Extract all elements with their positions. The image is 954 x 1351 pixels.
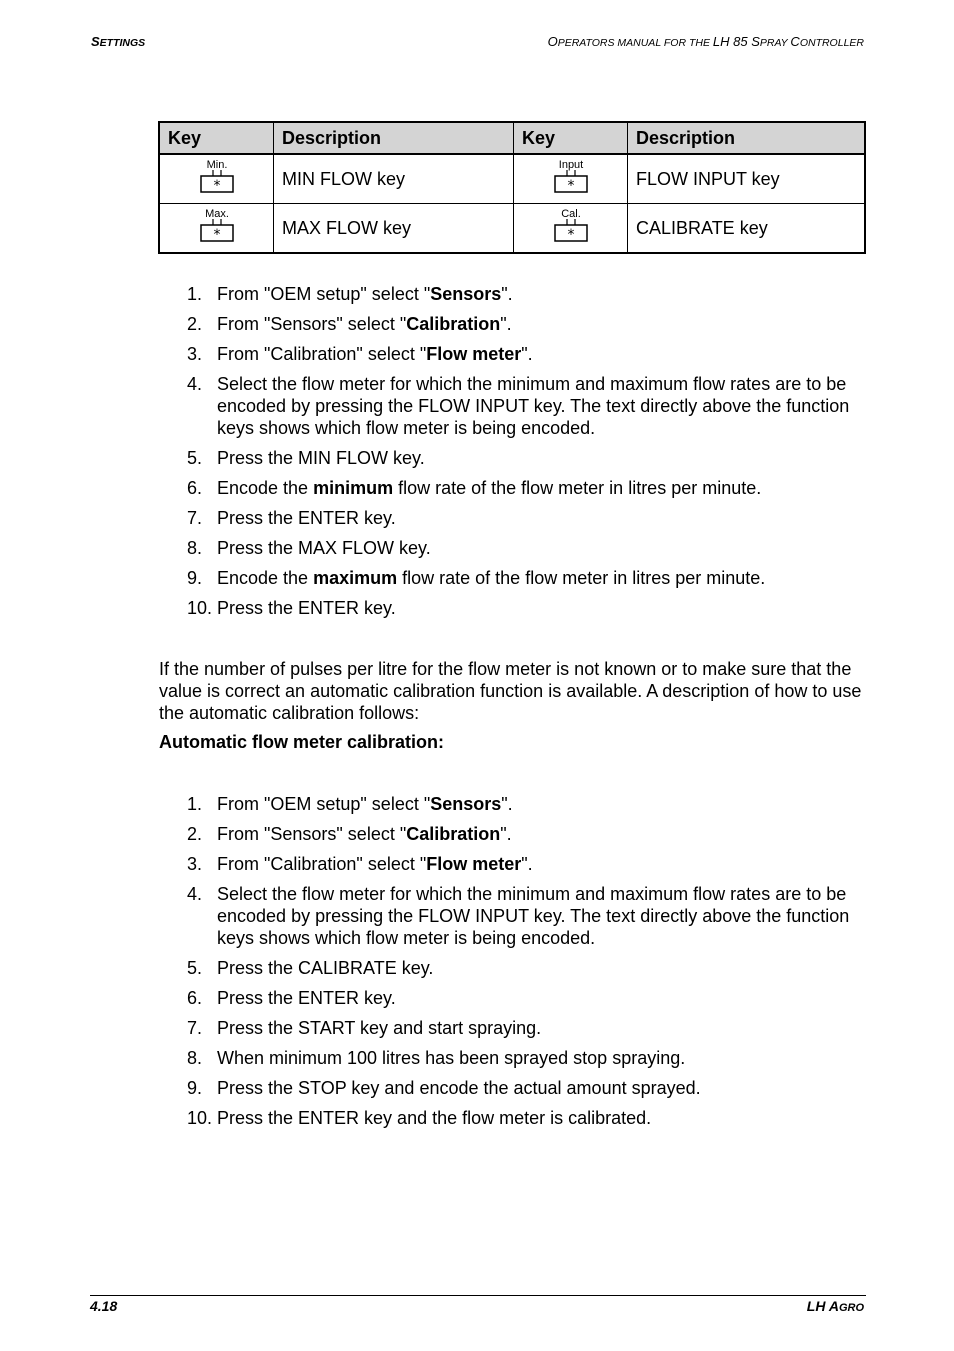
list-item: 1. From "OEM setup" select "Sensors". [187,284,513,304]
list-item: 10. Press the ENTER key and the flow meter is calibrated. [187,1108,652,1128]
calibrate-key-description: CALIBRATE key [628,204,866,254]
svg-text:*: * [213,226,220,243]
list-item: 2. From "Sensors" select "Calibration". [187,824,512,844]
page-number: 4.18 [90,1298,118,1314]
intro-paragraph: If the number of pulses per litre for the flow meter is not known or to make sure that the value is correct an automatic calibration function is available. A description of how to use the automatic calibration follows: [159,659,862,723]
svg-text:*: * [567,177,574,194]
list-item: 3. From "Calibration" select "Flow meter". [187,344,533,364]
calibrate-key-cell [514,204,628,254]
table-header-key: Key [514,122,628,154]
key-icon-label: Input [558,158,583,171]
automatic-calibration-steps [187,793,877,1137]
min-flow-key-icon [197,157,237,197]
flow-input-key-description: FLOW INPUT key [628,154,866,204]
max-flow-key-cell [159,204,274,254]
svg-text:*: * [213,177,220,194]
list-item: 5. Press the CALIBRATE key. [187,958,434,978]
footer-brand: LH AGRO [806,1298,864,1314]
flow-input-key-icon [551,157,591,197]
key-icon-label: Min. [206,158,227,171]
calibrate-key-icon [551,206,591,246]
list-item: 9. Press the STOP key and encode the actual amount sprayed. [187,1078,701,1098]
list-item: 8. When minimum 100 litres has been sprayed stop spraying. [187,1048,686,1068]
list-item: 4. Select the flow meter for which the minimum and maximum flow rates are to be encoded by pressing the FLOW INPUT key. The text directly above the function keys shows which flow meter is being encoded. [187,374,850,438]
table-header-key: Key [159,122,274,154]
table-row [159,204,865,254]
key-icon-label: Cal. [560,207,581,220]
svg-text:*: * [567,226,574,243]
list-item: 7. Press the START key and start spraying. [187,1018,542,1038]
footer-divider [90,1295,866,1296]
list-item: 10. Press the ENTER key. [187,598,396,618]
list-item: 3. From "Calibration" select "Flow meter". [187,854,533,874]
list-item: 9. Encode the maximum flow rate of the flow meter in litres per minute. [187,568,766,588]
header-section-title: SETTINGS [91,34,146,49]
list-item: 6. Press the ENTER key. [187,988,396,1008]
key-icon-label: Max. [204,207,229,220]
max-flow-key-description: MAX FLOW key [274,204,514,254]
list-item: 7. Press the ENTER key. [187,508,396,528]
list-item: 1. From "OEM setup" select "Sensors". [187,794,513,814]
table-header-row [159,122,865,154]
key-table [158,121,866,254]
max-flow-key-icon [197,206,237,246]
table-row [159,154,865,204]
manual-calibration-steps [187,283,877,627]
table-header-description: Description [274,122,514,154]
list-item: 5. Press the MIN FLOW key. [187,448,425,468]
list-item: 4. Select the flow meter for which the minimum and maximum flow rates are to be encoded by pressing the FLOW INPUT key. The text directly above the function keys shows which flow meter is being encoded. [187,884,850,948]
section-subheading: Automatic flow meter calibration: [159,732,445,752]
table-header-description: Description [628,122,866,154]
list-item: 2. From "Sensors" select "Calibration". [187,314,512,334]
list-item: 8. Press the MAX FLOW key. [187,538,431,558]
list-item: 6. Encode the minimum flow rate of the flow meter in litres per minute. [187,478,762,498]
header-manual-title: OPERATORS MANUAL FOR THE LH 85 SPRAY CONTROLLER [547,34,864,49]
flow-input-key-cell [514,154,628,204]
min-flow-key-cell [159,154,274,204]
min-flow-key-description: MIN FLOW key [274,154,514,204]
